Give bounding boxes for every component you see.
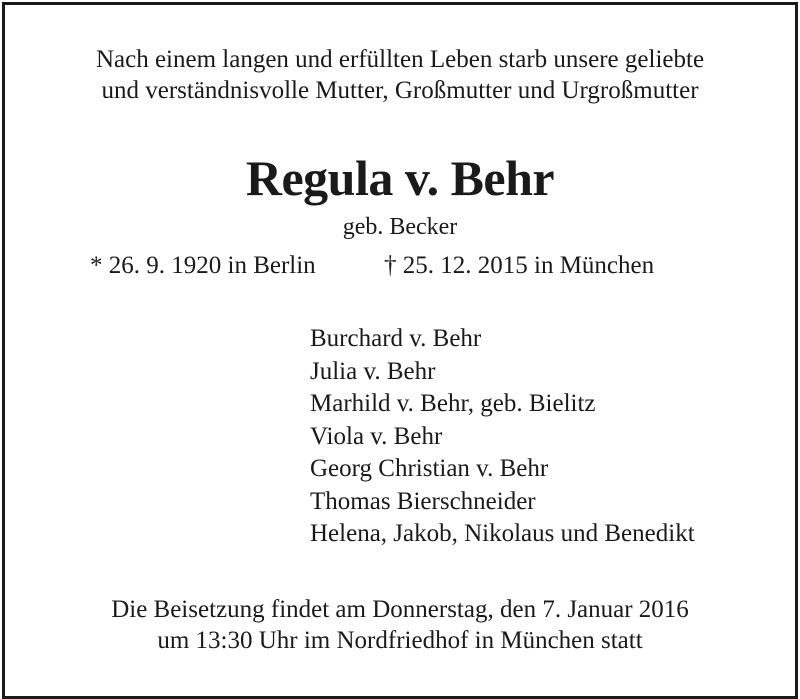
maiden-name: geb. Becker bbox=[342, 214, 458, 240]
intro-text bbox=[0, 44, 800, 106]
funeral-info bbox=[0, 594, 800, 656]
mourner: Helena, Jakob, Nikolaus und Benedikt bbox=[310, 520, 695, 547]
mourner: Julia v. Behr bbox=[310, 357, 436, 385]
mourners-list bbox=[310, 323, 695, 551]
funeral-line-2: um 13:30 Uhr im Nordfriedhof in München statt bbox=[157, 627, 643, 654]
intro-line-1: Nach einem langen und erfüllten Leben starb unsere geliebte bbox=[95, 46, 705, 73]
mourner: Thomas Bierschneider bbox=[310, 487, 536, 515]
mourner: Marhild v. Behr, geb. Bielitz bbox=[310, 390, 596, 417]
birth-date: * 26. 9. 1920 in Berlin bbox=[90, 252, 316, 279]
mourner: Burchard v. Behr bbox=[310, 325, 482, 352]
intro-line-2: und verständnisvolle Mutter, Großmutter und Urgroßmutter bbox=[101, 77, 699, 104]
funeral-line-1: Die Beisetzung findet am Donnerstag, den 7. Januar 2016 bbox=[111, 596, 689, 623]
mourner: Georg Christian v. Behr bbox=[310, 455, 549, 482]
deceased-name: Regula v. Behr bbox=[245, 150, 555, 206]
mourner: Viola v. Behr bbox=[310, 422, 443, 450]
death-date: † 25. 12. 2015 in München bbox=[384, 252, 655, 279]
